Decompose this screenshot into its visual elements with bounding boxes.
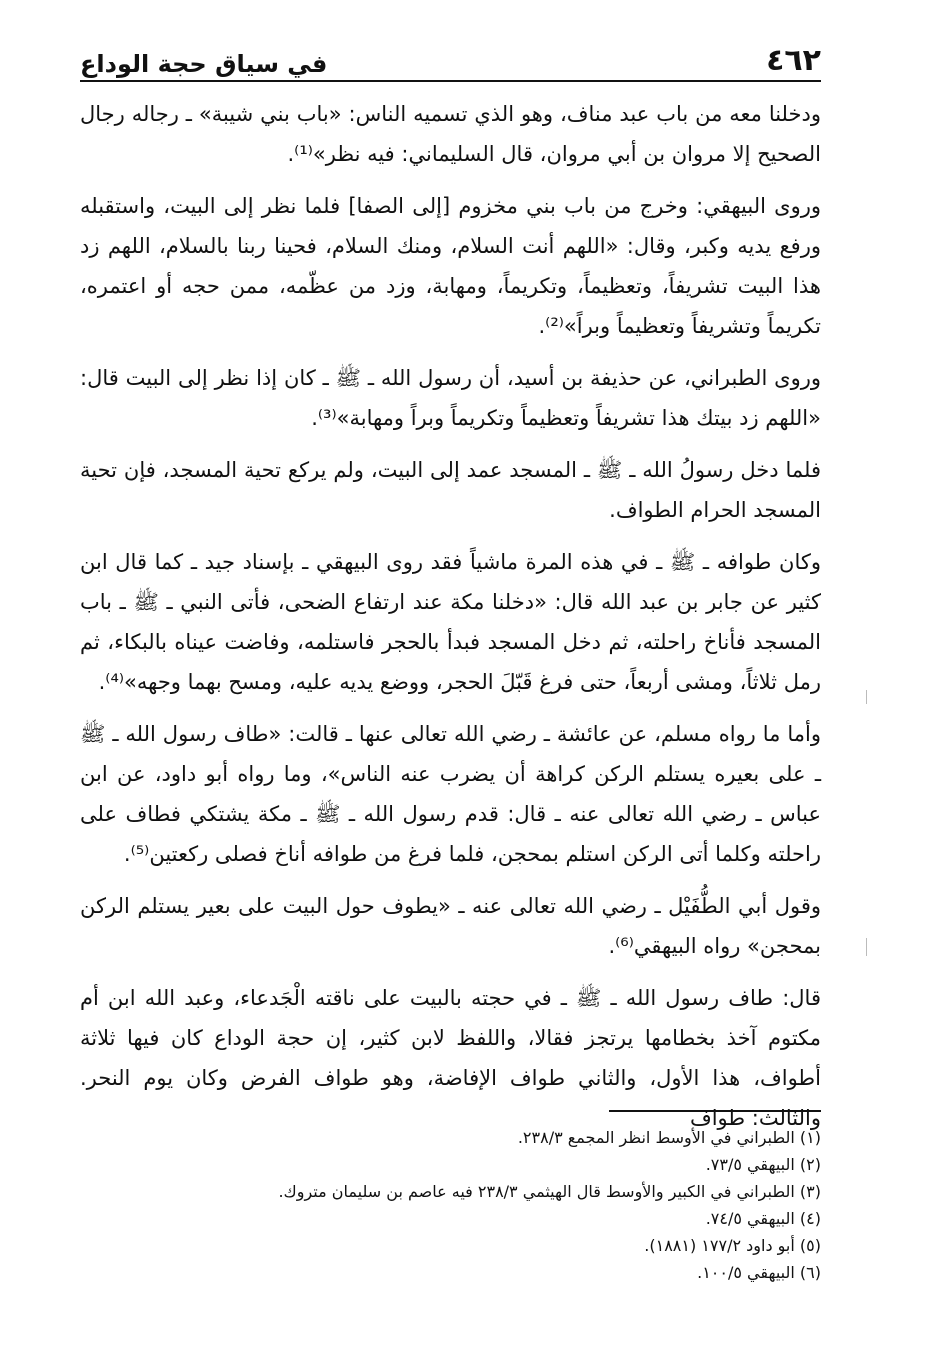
paragraph: وكان طوافه ـ ﷺ ـ في هذه المرة ماشياً فقد روى البيهقي ـ بإسناد جيد ـ كما قال ابن كثير عن جابر بن عبد الله قال: «دخلنا مكة عند ارتفاع الضحى، فأتى النبي ـ ﷺ ـ باب المسجد فأناخ راحلته، ثم دخل المسجد فبدأ بالحجر فاستلمه، وفاضت عيناه بالبكاء، ثم رمل ثلاثاً، ومشى أربعاً، حتى فرغ قَبّلَ الحجر، ووضع يديه عليه، ومسح بهما وجهه»⁽⁴⁾. [80, 550, 821, 694]
body-text [80, 94, 821, 1150]
footnote: (٣) الطبراني في الكبير والأوسط قال الهيثمي ٢٣٨/٣ فيه عاصم بن سليمان متروك. [278, 1182, 821, 1201]
running-title: في سياق حجة الوداع [80, 50, 328, 78]
page-header [80, 36, 821, 82]
paragraph: فلما دخل رسولُ الله ـ ﷺ ـ المسجد عمد إلى البيت، ولم يركع تحية المسجد، فإن تحية المسجد الحرام الطواف. [80, 458, 821, 522]
footnote: (٢) البيهقي ٧٣/٥. [705, 1155, 821, 1174]
scan-mark [866, 938, 867, 956]
page-number: ٤٦٢ [766, 43, 821, 78]
paragraph: وأما ما رواه مسلم، عن عائشة ـ رضي الله تعالى عنها ـ قالت: «طاف رسول الله ـ ﷺ ـ على بعيره يستلم الركن كراهة أن يضرب عنه الناس»، وما رواه أبو داود، عن ابن عباس ـ رضي الله تعالى عنه ـ قال: قدم رسول الله ـ ﷺ ـ مكة يشتكي فطاف على راحلته وكلما أتى الركن استلم بمحجن، فلما فرغ من طوافه أناخ فصلى ركعتين⁽⁵⁾. [80, 722, 821, 866]
paragraph: وروى الطبراني، عن حذيفة بن أسيد، أن رسول الله ـ ﷺ ـ كان إذا نظر إلى البيت قال: «اللهم زد بيتك هذا تشريفاً وتعظيماً وتكريماً وبراً ومهابة»⁽³⁾. [80, 366, 821, 430]
footnotes [80, 1124, 821, 1286]
footnote: (٥) أبو داود ١٧٧/٢ (١٨٨١). [644, 1236, 821, 1255]
paragraph: وروى البيهقي: وخرج من باب بني مخزوم [إلى الصفا] فلما نظر إلى البيت، واستقبله ورفع يديه وكبر، وقال: «اللهم أنت السلام، ومنك السلام، فحينا ربنا بالسلام، اللهم زد هذا البيت تشريفاً، وتعظيماً، وتكريماً، ومهابة، وزد من عظّمه، ممن حجه أو اعتمره، تكريماً وتشريفاً وتعظيماً وبراً»⁽²⁾. [80, 194, 821, 338]
paragraph: وقول أبي الطُّفَيْل ـ رضي الله تعالى عنه ـ «يطوف حول البيت على بعير يستلم الركن بمحجن» رواه البيهقي⁽⁶⁾. [80, 894, 821, 958]
paragraph: قال: طاف رسول الله ـ ﷺ ـ في حجته بالبيت على ناقته الْجَدعاء، وعبد الله ابن أم مكتوم آخذ بخطامها يرتجز فقالا، واللفظ لابن كثير، إن حجة الوداع كان فيها ثلاثة أطواف، هذا الأول، والثاني طواف الإفاضة، وهو طواف الفرض وكان يوم النحر. والثالث: طواف [80, 986, 821, 1130]
footnote: (١) الطبراني في الأوسط انظر المجمع ٢٣٨/٣. [517, 1128, 821, 1147]
footnote-divider [609, 1110, 821, 1112]
footnote: (٤) البيهقي ٧٤/٥. [705, 1209, 821, 1228]
footnote: (٦) البيهقي ١٠٠/٥. [697, 1263, 821, 1282]
scan-mark [866, 690, 867, 704]
paragraph: ودخلنا معه من باب عبد مناف، وهو الذي تسميه الناس: «باب بني شيبة» ـ رجاله رجال الصحيح إلا مروان بن أبي مروان، قال السليماني: فيه نظر»⁽¹⁾. [80, 102, 821, 166]
